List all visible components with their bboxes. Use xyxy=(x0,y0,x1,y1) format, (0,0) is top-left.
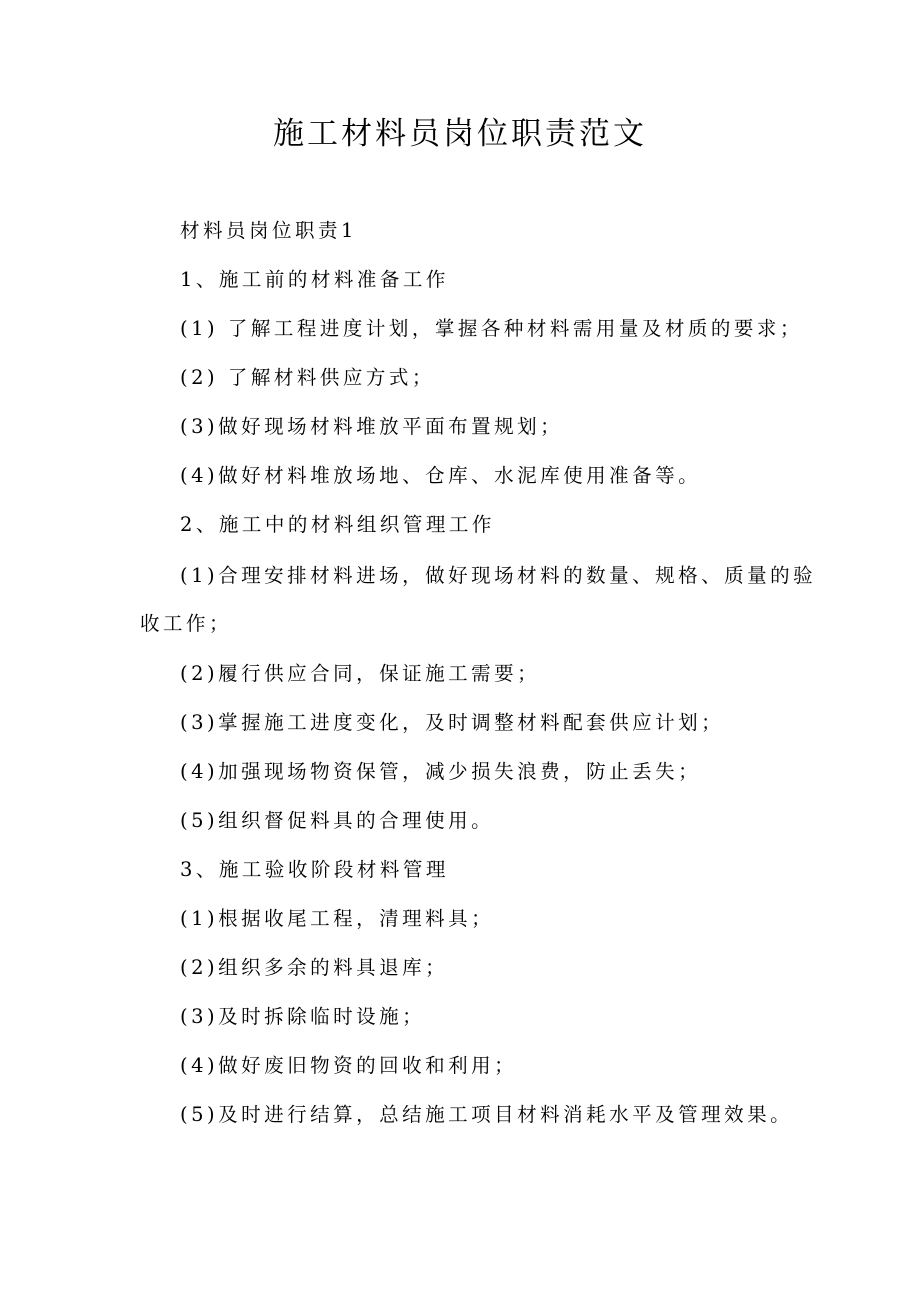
paragraph-line: (2) 了解材料供应方式； xyxy=(180,366,435,389)
paragraph-line: (4)做好废旧物资的回收和利用； xyxy=(180,1054,518,1077)
paragraph-line: (3)及时拆除临时设施； xyxy=(180,1005,426,1028)
section-heading-duty-1: 材料员岗位职责1 xyxy=(180,219,357,242)
section-heading-pre-construction: 1、施工前的材料准备工作 xyxy=(180,268,449,291)
document-title: 施工材料员岗位职责范文 xyxy=(273,116,647,152)
paragraph-line: (1)合理安排材料进场，做好现场材料的数量、规格、质量的验 xyxy=(180,564,817,587)
paragraph-line: (3)掌握施工进度变化，及时调整材料配套供应计划； xyxy=(180,711,725,734)
paragraph-line: (3)做好现场材料堆放平面布置规划； xyxy=(180,415,564,438)
paragraph-line: (4)加强现场物资保管，减少损失浪费，防止丢失； xyxy=(180,760,702,783)
section-heading-during-construction: 2、施工中的材料组织管理工作 xyxy=(180,513,495,536)
paragraph-line: (1)根据收尾工程，清理料具； xyxy=(180,907,495,930)
paragraph-line: (1) 了解工程进度计划，掌握各种材料需用量及材质的要求； xyxy=(180,317,803,340)
paragraph-line: (2)履行供应合同，保证施工需要； xyxy=(180,662,541,685)
paragraph-line: (5)组织督促料具的合理使用。 xyxy=(180,809,495,832)
paragraph-line: (5)及时进行结算，总结施工项目材料消耗水平及管理效果。 xyxy=(180,1103,794,1126)
section-heading-acceptance: 3、施工验收阶段材料管理 xyxy=(180,858,449,881)
paragraph-line: (4)做好材料堆放场地、仓库、水泥库使用准备等。 xyxy=(180,464,702,487)
paragraph-line-continued: 收工作； xyxy=(140,612,233,635)
paragraph-line: (2)组织多余的料具退库； xyxy=(180,956,449,979)
